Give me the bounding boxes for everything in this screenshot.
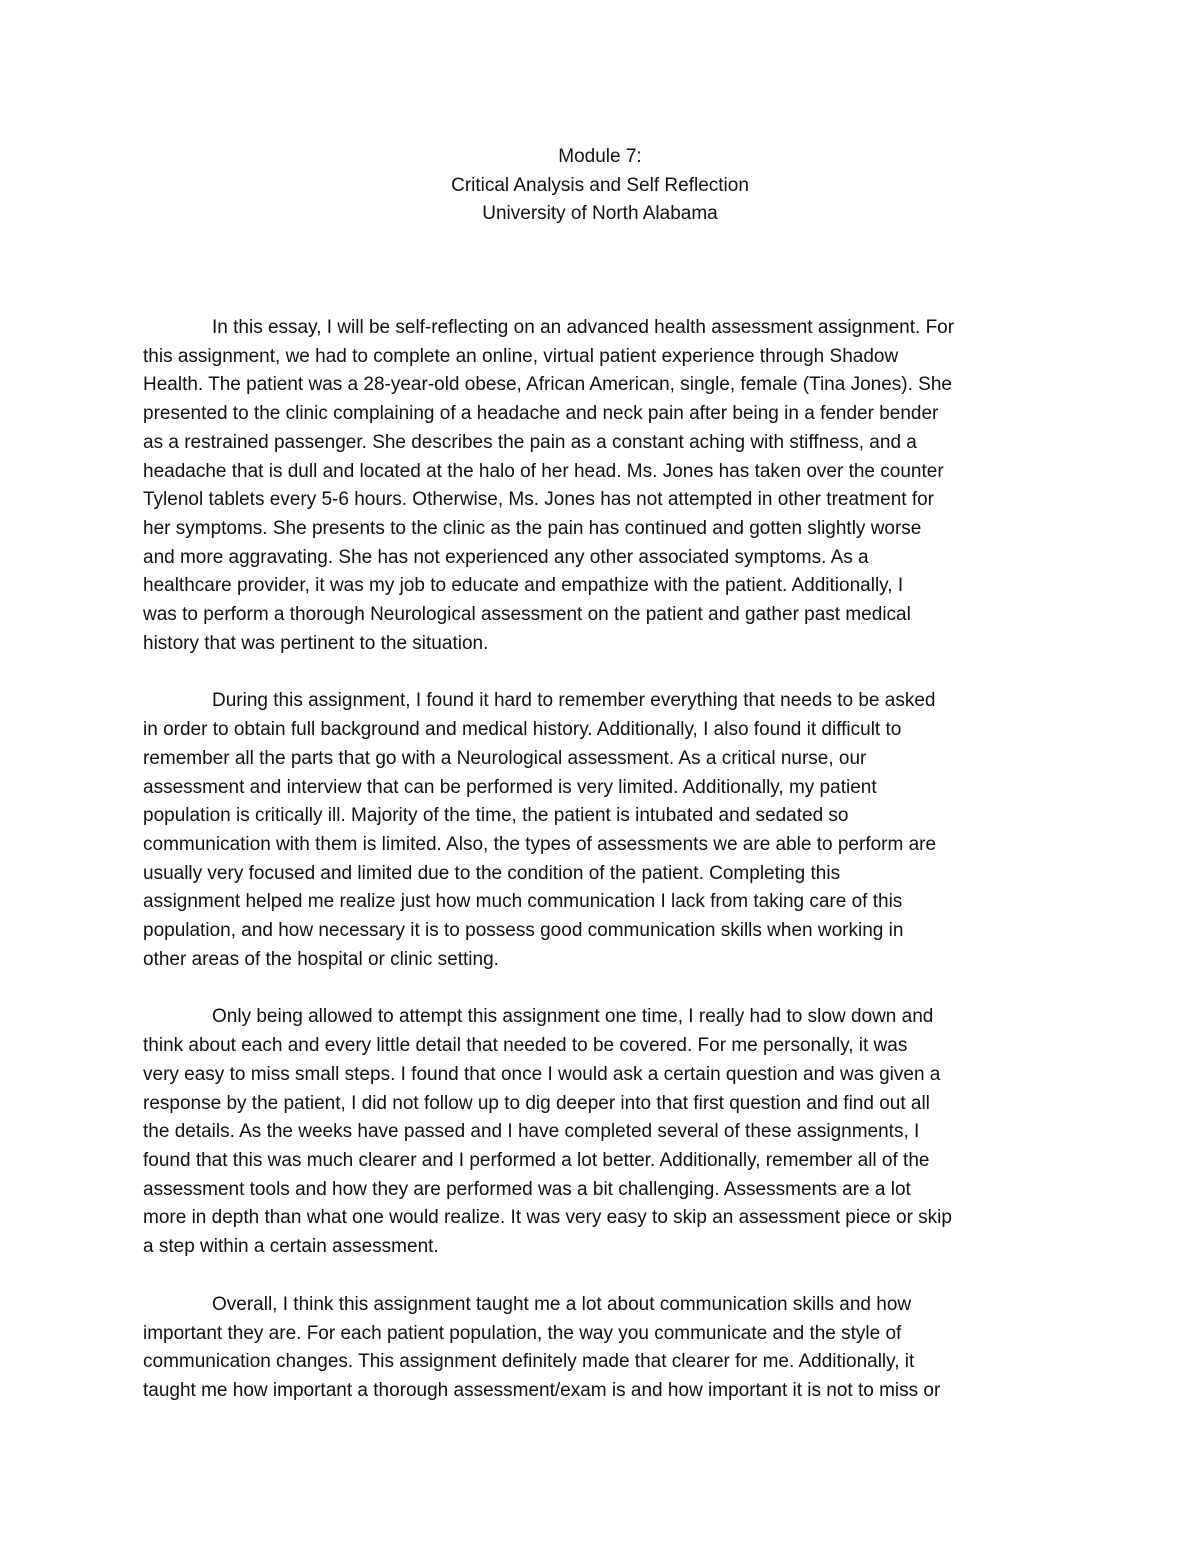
text-line: assessment and interview that can be performed is very limited. Additionally, my patient bbox=[143, 776, 877, 798]
text-line: a step within a certain assessment. bbox=[143, 1236, 439, 1258]
essay-title: Critical Analysis and Self Reflection bbox=[451, 174, 749, 196]
text-line: more in depth than what one would realize. It was very easy to skip an assessment piece or skip bbox=[143, 1207, 952, 1229]
text-line: her symptoms. She presents to the clinic as the pain has continued and gotten slightly worse bbox=[143, 517, 922, 539]
text-line: communication with them is limited. Also, the types of assessments we are able to perform are bbox=[143, 833, 937, 855]
text-line: in order to obtain full background and medical history. Additionally, I also found it difficult to bbox=[143, 719, 902, 741]
title-block bbox=[0, 143, 1200, 229]
text-line: In this essay, I will be self-reflecting on an advanced health assessment assignment. For bbox=[212, 317, 955, 338]
text-line: population is critically ill. Majority of the time, the patient is intubated and sedated so bbox=[143, 805, 849, 827]
text-line: found that this was much clearer and I performed a lot better. Additionally, remember all of the bbox=[143, 1149, 930, 1171]
text-line: healthcare provider, it was my job to educate and empathize with the patient. Additionally, I bbox=[143, 575, 904, 597]
text-line: other areas of the hospital or clinic setting. bbox=[143, 948, 499, 970]
text-line: very easy to miss small steps. I found that once I would ask a certain question and was given a bbox=[143, 1063, 941, 1085]
text-line: headache that is dull and located at the halo of her head. Ms. Jones has taken over the counter bbox=[143, 460, 944, 482]
text-line: Overall, I think this assignment taught me a lot about communication skills and how bbox=[212, 1293, 912, 1315]
text-line: During this assignment, I found it hard to remember everything that needs to be asked bbox=[212, 690, 936, 712]
text-line: this assignment, we had to complete an online, virtual patient experience through Shadow bbox=[143, 345, 899, 367]
text-line: Only being allowed to attempt this assignment one time, I really had to slow down and bbox=[212, 1006, 934, 1028]
paragraph-1 bbox=[143, 314, 1063, 658]
text-line: remember all the parts that go with a Neurological assessment. As a critical nurse, our bbox=[143, 747, 867, 769]
university-name: University of North Alabama bbox=[482, 203, 718, 224]
text-line: was to perform a thorough Neurological assessment on the patient and gather past medical bbox=[143, 604, 911, 626]
text-line: usually very focused and limited due to the condition of the patient. Completing this bbox=[143, 862, 841, 884]
text-line: think about each and every little detail that needed to be covered. For me personally, it was bbox=[143, 1035, 908, 1057]
text-line: population, and how necessary it is to possess good communication skills when working in bbox=[143, 920, 904, 942]
text-line: the details. As the weeks have passed and I have completed several of these assignments, I bbox=[143, 1121, 920, 1143]
text-line: presented to the clinic complaining of a headache and neck pain after being in a fender bender bbox=[143, 403, 939, 425]
text-line: assignment helped me realize just how much communication I lack from taking care of this bbox=[143, 891, 903, 913]
text-line: Tylenol tablets every 5-6 hours. Otherwise, Ms. Jones has not attempted in other treatment for bbox=[143, 489, 934, 511]
paragraph-4 bbox=[143, 1291, 1063, 1406]
module-title: Module 7: bbox=[558, 146, 642, 167]
paragraph-3 bbox=[143, 1003, 1063, 1261]
text-line: history that was pertinent to the situation. bbox=[143, 632, 489, 654]
text-line: taught me how important a thorough assessment/exam is and how important it is not to miss or bbox=[143, 1379, 941, 1401]
paragraph-2 bbox=[143, 687, 1063, 974]
essay-body bbox=[143, 314, 1063, 1435]
text-line: assessment tools and how they are performed was a bit challenging. Assessments are a lot bbox=[143, 1178, 911, 1200]
text-line: important they are. For each patient population, the way you communicate and the style of bbox=[143, 1322, 902, 1344]
text-line: as a restrained passenger. She describes the pain as a constant aching with stiffness, and a bbox=[143, 431, 917, 453]
text-line: communication changes. This assignment definitely made that clearer for me. Additionally, it bbox=[143, 1351, 915, 1373]
text-line: Health. The patient was a 28-year-old obese, African American, single, female (Tina Jones). She bbox=[143, 374, 952, 396]
text-line: response by the patient, I did not follow up to dig deeper into that first question and find out all bbox=[143, 1092, 930, 1114]
text-line: and more aggravating. She has not experienced any other associated symptoms. As a bbox=[143, 546, 869, 568]
